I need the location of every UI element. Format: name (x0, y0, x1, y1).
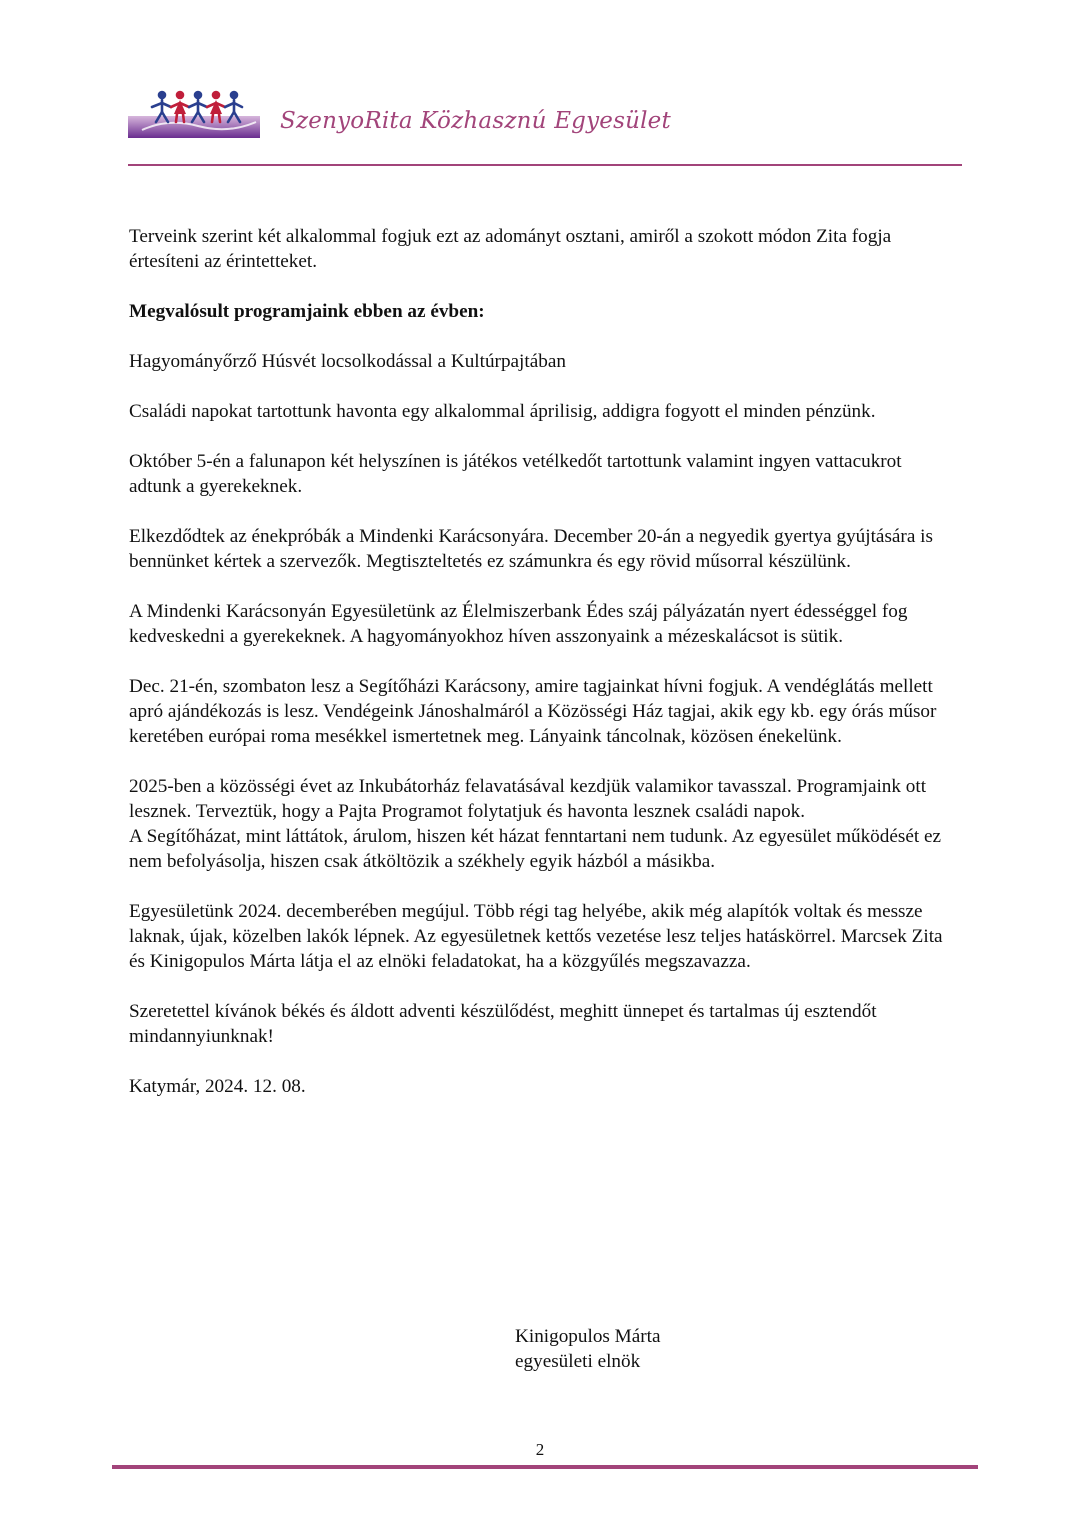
paragraph-house-sale: A Segítőházat, mint láttátok, árulom, hiszen két házat fenntartani nem tudunk. Az egyesület működését ez nem befolyásolja, hiszen csak átköltözik a székhely egyik házból a másikba. (129, 826, 942, 872)
paragraph-renewal: Egyesületünk 2024. decemberében megújul. Több régi tag helyébe, akik még alapítók voltak és messze laknak, újak, közelben lakók lépnek. Az egyesületnek kettős vezetése lesz teljes hatáskörrel. Marcsek Zita és Kinigopulos Márta látja el az elnöki feladatokat, ha a közgyűlés megszavazza. (129, 901, 943, 972)
paragraph-choir: Elkezdődtek az énekpróbák a Mindenki Karácsonyára. December 20-án a negyedik gyertya gyújtására is bennünket kértek a szervezők. Megtiszteltetés ez számunkra és egy rövid műsorral készülünk. (129, 526, 933, 572)
paragraph-2025-plans: 2025-ben a közösségi évet az Inkubátorház felavatásával kezdjük valamikor tavasszal. Programjaink ott lesznek. Terveztük, hogy a Pajta Programot folytatjuk és havonta lesznek családi napok. (129, 776, 927, 822)
organization-name: SzenyoRita Közhasznú Egyesület (280, 108, 671, 134)
people-chain-logo-icon (128, 86, 260, 140)
paragraph-village-day: Október 5-én a falunapon két helyszínen is játékos vetélkedőt tartottunk valamint ingyen vattacukrot adtunk a gyerekeknek. (129, 451, 902, 497)
paragraph-donation: Terveink szerint két alkalommal fogjuk ezt az adományt osztani, amiről a szokott módon Zita fogja értesíteni az érintetteket. (129, 226, 892, 272)
paragraph-christmas-sweets: A Mindenki Karácsonyán Egyesületünk az Élelmiszerbank Édes száj pályázatán nyert édességgel fog kedveskedni a gyerekeknek. A hagyományokhoz híven asszonyaink a mézeskalácsot is sütik. (129, 601, 908, 647)
signature-block (515, 1324, 661, 1374)
paragraph-family-days: Családi napokat tartottunk havonta egy alkalommal áprilisig, addigra fogyott el minden pénzünk. (129, 401, 876, 422)
header-divider (128, 164, 962, 166)
paragraph-greetings: Szeretettel kívánok békés és áldott adventi készülődést, meghitt ünnepet és tartalmas új esztendőt mindannyiunknak! (129, 1001, 877, 1047)
page-number: 2 (535, 1440, 545, 1459)
paragraph-easter: Hagyományőrző Húsvét locsolkodással a Kultúrpajtában (129, 351, 566, 372)
footer-divider (112, 1465, 978, 1469)
section-heading: Megvalósult programjaink ebben az évben: (129, 301, 485, 322)
signatory-name: Kinigopulos Márta (515, 1326, 661, 1347)
paragraph-helper-house-christmas: Dec. 21-én, szombaton lesz a Segítőházi Karácsony, amire tagjainkat hívni fogjuk. A vendéglátás mellett apró ajándékozás is lesz. Vendégeink Jánoshalmáról a Közösségi Ház tagjai, akik egy kb. egy órás műsor keretében európai roma mesékkel ismertetnek meg. Lányaink táncolnak, közösen énekelünk. (129, 676, 937, 747)
letter-body (129, 224, 949, 1124)
signatory-title: egyesületi elnök (515, 1351, 641, 1372)
letterhead (128, 86, 962, 166)
place-date: Katymár, 2024. 12. 08. (129, 1076, 306, 1097)
